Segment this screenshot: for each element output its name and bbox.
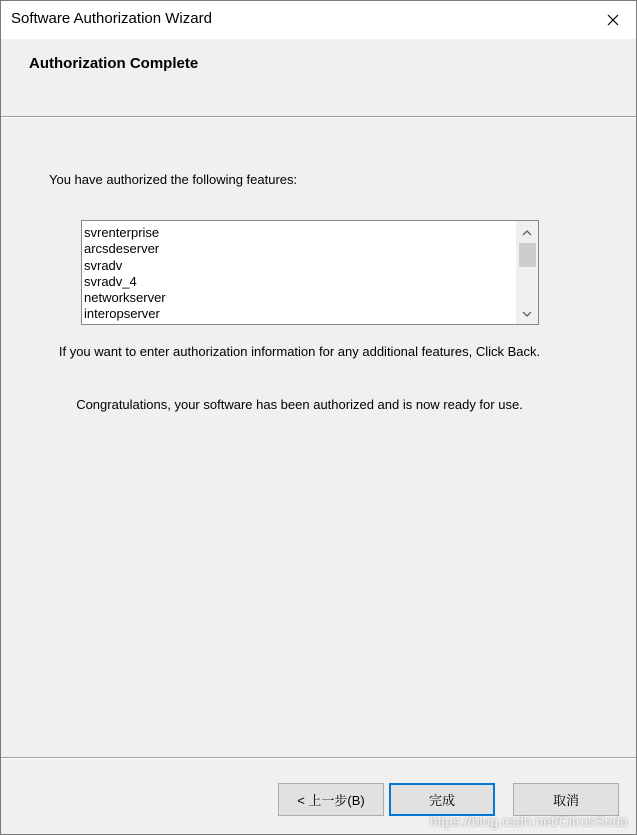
list-item[interactable]: networkserver xyxy=(84,290,166,306)
chevron-up-icon xyxy=(522,223,532,241)
list-item[interactable]: arcsdeserver xyxy=(84,241,160,257)
list-item[interactable]: svradv xyxy=(84,257,123,273)
scroll-up-button[interactable] xyxy=(516,223,538,241)
scroll-down-button[interactable] xyxy=(516,304,538,322)
listbox-scrollbar[interactable] xyxy=(516,221,538,324)
title-bar xyxy=(1,1,636,39)
congrats-text: Congratulations, your software has been authorized and is now ready for use. xyxy=(76,397,523,412)
back-button[interactable]: < 上一步(B) xyxy=(278,783,384,816)
page-title: Authorization Complete xyxy=(29,55,199,72)
features-label: You have authorized the following features: xyxy=(49,172,298,187)
chevron-down-icon xyxy=(522,304,532,322)
window-title: Software Authorization Wizard xyxy=(11,10,212,27)
list-item[interactable]: interopserver xyxy=(84,306,160,322)
list-item[interactable]: svrenterprise xyxy=(84,225,160,240)
list-item[interactable]: svradv_4 xyxy=(84,273,137,289)
watermark-text: https://blog.csdn.net/CitrusSoda xyxy=(429,813,628,829)
finish-button[interactable]: 完成 xyxy=(389,783,495,816)
footer-divider xyxy=(1,757,636,759)
scroll-thumb[interactable] xyxy=(519,243,536,267)
header-divider xyxy=(1,116,636,118)
close-icon xyxy=(607,14,619,26)
wizard-header xyxy=(1,39,636,116)
features-listbox[interactable] xyxy=(81,220,539,325)
cancel-button[interactable]: 取消 xyxy=(513,783,619,816)
close-button[interactable] xyxy=(590,1,636,39)
features-list xyxy=(84,225,514,323)
back-hint-text: If you want to enter authorization information for any additional features, Click Back. xyxy=(58,344,541,359)
